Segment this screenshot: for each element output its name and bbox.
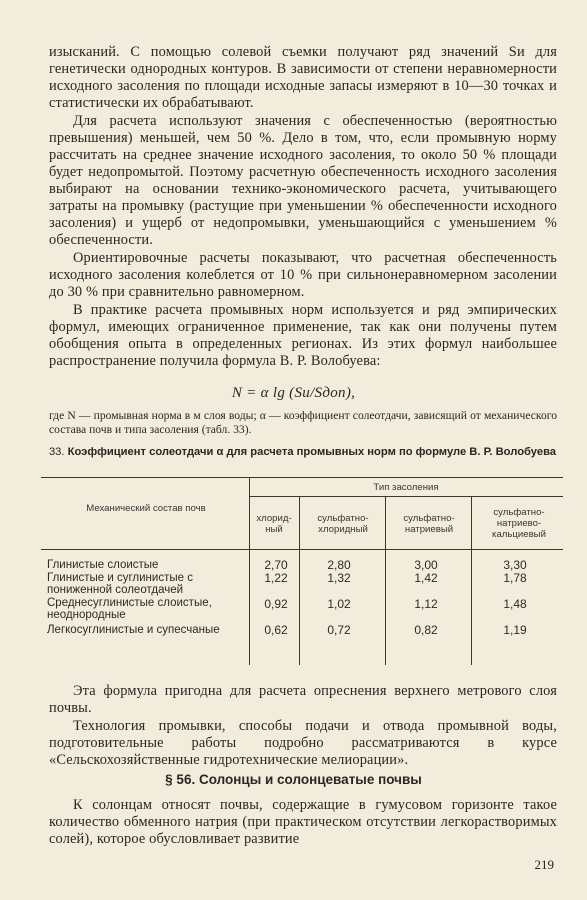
cell-r3-c3: 1,12 <box>414 597 438 611</box>
table-caption <box>40 445 565 459</box>
paragraph-1: изысканий. С помощью солевой съемки получают ряд значений Sи для генетически однородных контуров. В зависимости от степени неравномерности исходного засоления по площади исходные запасы измеряют в 10—30 точках и статистически их обрабатывают. <box>49 44 557 111</box>
table-number: 33. <box>48 446 65 458</box>
body-text-top <box>49 44 557 370</box>
table-vline-4 <box>471 497 472 665</box>
cell-r4-c1: 0,62 <box>264 623 288 637</box>
paragraph-2: Для расчета используют значения с обеспеченностью (вероятностью превышения) меньшей, чем 50 %. Дело в том, что, если промывную норму рассчитать на среднее значение исходного засоления, то около 50 % площади будет недопромытой. Поэтому расчетную обеспеченность исходного засоления выбирают на основании технико-экономического расчета, учитывающего затраты на промывку (растущие при уменьшении % обеспеченности исходного засоления) и ущерб от недопромывки, уменьшающийся с уменьшением % обеспеченности. <box>49 113 557 248</box>
table-vline-1 <box>249 477 250 665</box>
header-chloride: хлорид-ный <box>256 513 292 535</box>
table-top-rule <box>41 477 563 478</box>
cell-r2-c2: 1,32 <box>327 571 351 585</box>
cell-r2-c1: 1,22 <box>264 571 288 585</box>
cell-r1-c1: 2,70 <box>264 558 288 572</box>
cell-r4-c3: 0,82 <box>414 623 438 637</box>
table-header-rule <box>41 549 563 550</box>
cell-r3-c4: 1,48 <box>503 597 527 611</box>
cell-r2-c4: 1,78 <box>503 571 527 585</box>
cell-r1-c3: 3,00 <box>414 558 438 572</box>
header-sulfate-chloride: сульфатно-хлоридный <box>317 513 369 535</box>
formula-note: где N — промывная норма в м слоя воды; α — коэффициент солеотдачи, зависящий от механического состава почв и типа засоления (табл. 33). <box>49 409 557 436</box>
header-sulfate-sodium: сульфатно-натриевый <box>403 513 455 535</box>
table-group-rule <box>249 496 563 497</box>
formula: N = α lg (Sи/Sдоп), <box>231 385 356 401</box>
cell-r4-c2: 0,72 <box>327 623 351 637</box>
paragraph-6: Технология промывки, способы подачи и отвода промывной воды, подготовительные работы подробно рассматриваются в курсе «Сельскохозяйственные гидротехнические мелиорации». <box>49 718 557 768</box>
header-sulfate-sodium-calcium: сульфатно-натриево-кальциевый <box>492 507 546 540</box>
data-table <box>41 477 563 665</box>
row-label-3: Среднесуглинистые слоистые, неоднородные <box>47 597 212 621</box>
cell-r4-c4: 1,19 <box>503 623 527 637</box>
cell-r1-c4: 3,30 <box>503 558 527 572</box>
paragraph-4: В практике расчета промывных норм используется и ряд эмпирических формул, имеющих ограниченное применение, так как они получены путем обобщения опыта в определенных регионах. Из этих формул наибольшее распространение получила формула В. Р. Волобуева: <box>49 302 557 369</box>
row-label-1: Глинистые слоистые <box>47 559 159 571</box>
section-heading: § 56. Солонцы и солонцеватые почвы <box>165 772 422 787</box>
cell-r1-c2: 2,80 <box>327 558 351 572</box>
cell-r3-c1: 0,92 <box>264 597 288 611</box>
paragraph-7: К солонцам относят почвы, содержащие в гумусовом горизонте такое количество обменного натрия (при практическом отсутствии легкорастворимых солей), которое обусловливает развитие <box>49 797 557 847</box>
page-number: 219 <box>534 857 554 872</box>
cell-r2-c3: 1,42 <box>414 571 438 585</box>
table-vline-3 <box>385 497 386 665</box>
paragraph-5: Эта формула пригодна для расчета опреснения верхнего метрового слоя почвы. <box>49 683 557 716</box>
row-label-2: Глинистые и суглинистые с пониженной солеотдачей <box>47 572 193 596</box>
paragraph-3: Ориентировочные расчеты показывают, что расчетная обеспеченность исходного засоления колеблется от 10 % при сильнонеравномерном засолении до 30 % при сравнительно равномерном. <box>49 250 557 300</box>
header-soil-composition: Механический состав почв <box>86 503 206 514</box>
cell-r3-c2: 1,02 <box>327 597 351 611</box>
table-title: Коэффициент солеотдачи α для расчета промывных норм по формуле В. Р. Волобуева <box>67 446 557 458</box>
header-salinity-type: Тип засоления <box>373 482 439 493</box>
body-text-bottom <box>49 683 557 769</box>
row-label-4: Легкосуглинистые и супесчаные <box>47 624 220 636</box>
body-text-last <box>49 797 557 848</box>
